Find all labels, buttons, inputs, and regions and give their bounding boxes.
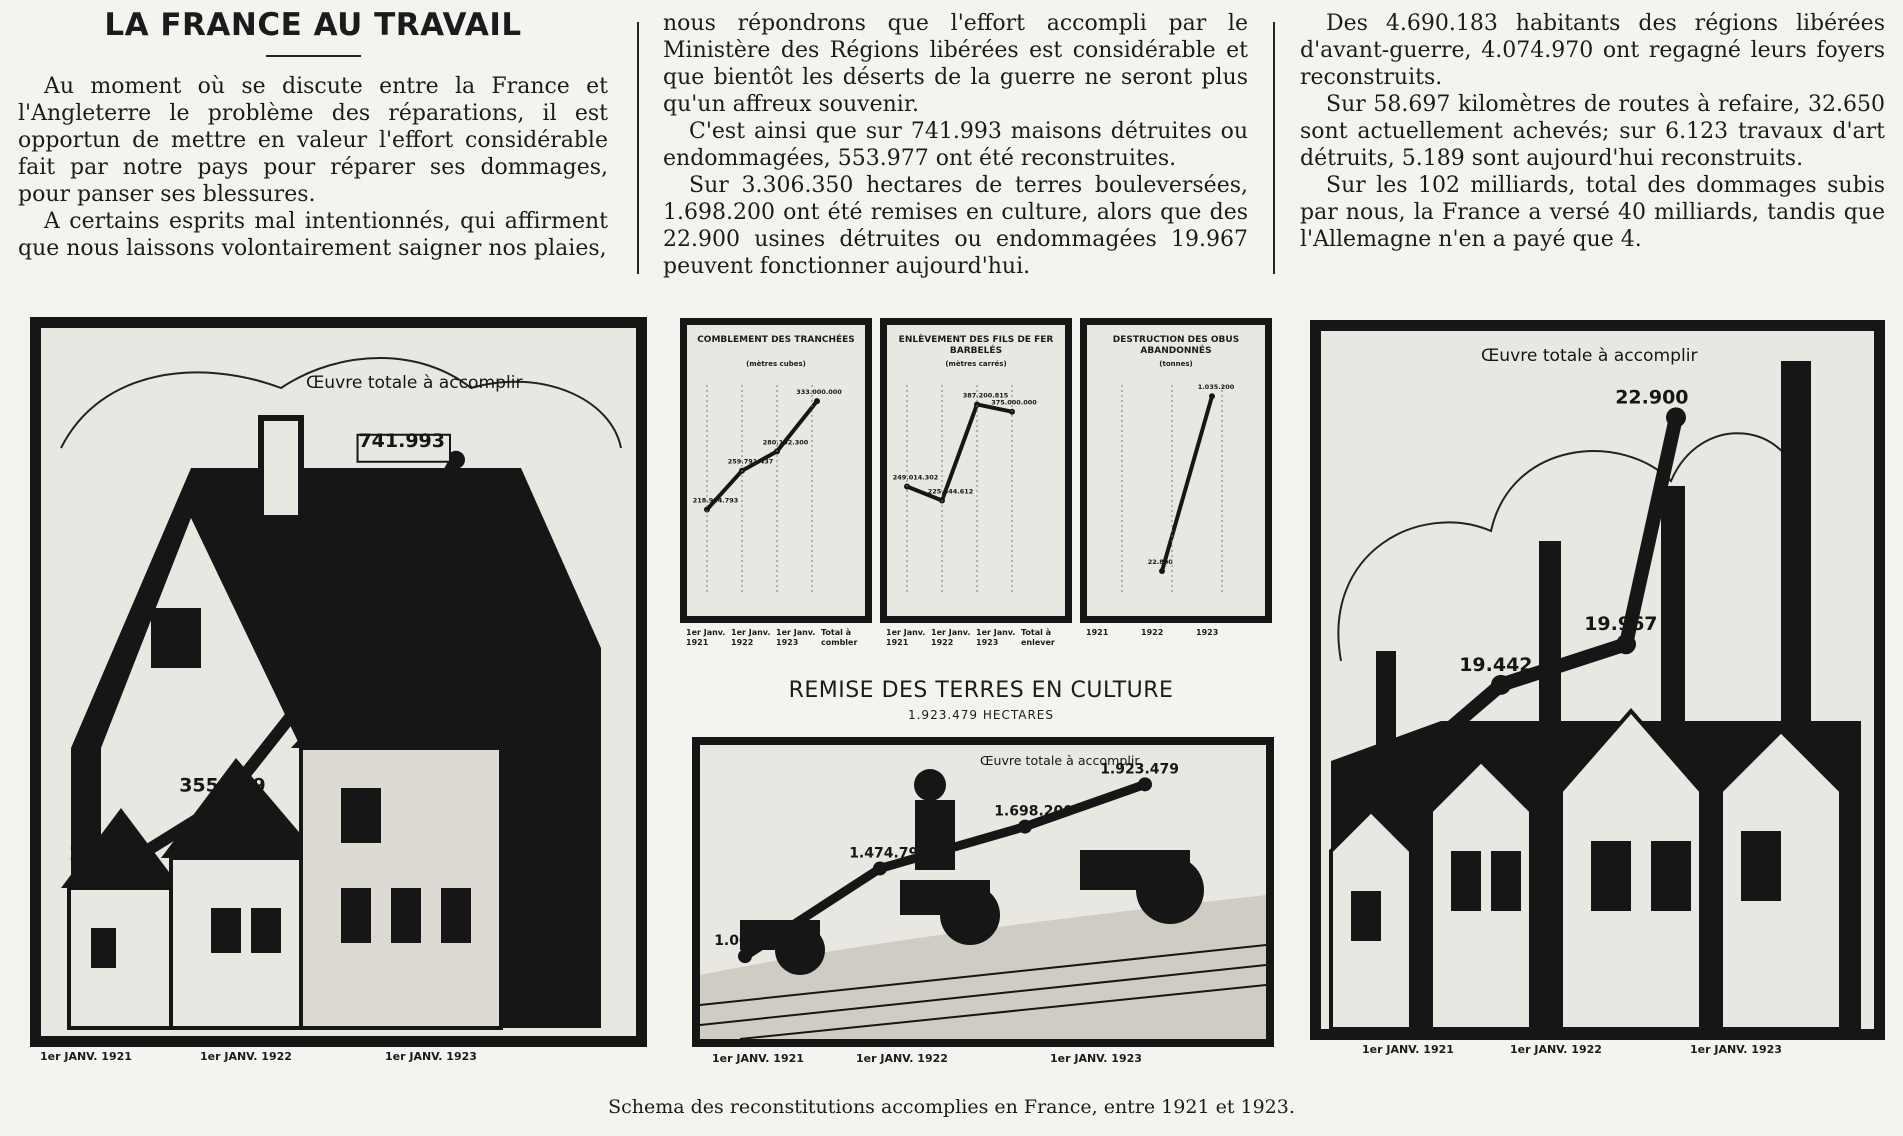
x-tick: Total à combler	[821, 628, 858, 647]
x-tick: 1er Janv. 1922	[731, 628, 771, 647]
data-point	[1209, 393, 1215, 399]
data-label: 19.442	[1459, 653, 1533, 676]
x-tick: 1er JANV. 1921	[40, 1050, 132, 1063]
x-tick: 1er Janv. 1922	[931, 628, 971, 647]
data-point	[1369, 779, 1389, 799]
houses-chart	[30, 317, 647, 1047]
data-label: 1.923.479	[1100, 761, 1180, 778]
x-tick: 1er JANV. 1921	[1362, 1043, 1454, 1056]
data-point	[352, 619, 370, 637]
data-point	[212, 796, 230, 814]
series-line	[745, 784, 1145, 956]
x-tick: 1922	[1141, 628, 1164, 637]
series-line	[111, 460, 456, 873]
series-line	[1379, 417, 1676, 789]
culture-chart	[692, 737, 1274, 1047]
data-label: 280.102.300	[762, 438, 809, 447]
data-point	[1018, 820, 1032, 834]
paragraph: Des 4.690.183 habitants des régions libérées d'avant-guerre, 4.074.970 ont regagné leurs foyers reconstruits.	[1300, 11, 1885, 90]
panel-unit: (mètres cubes)	[746, 360, 806, 368]
data-label: 22.900	[1615, 386, 1689, 409]
chart-annotation: Œuvre totale à accomplir	[1481, 346, 1698, 366]
title-rule	[266, 55, 361, 57]
x-tick: 1er Janv. 1921	[886, 628, 926, 647]
data-point	[1491, 675, 1511, 695]
data-label: 375.000.000	[991, 398, 1037, 407]
x-tick: 1921	[1086, 628, 1109, 637]
chart-annotation: Œuvre totale à accomplir	[306, 373, 523, 393]
x-tick: 1923	[1196, 628, 1219, 637]
data-point	[814, 398, 820, 404]
x-tick: 1er JANV. 1923	[385, 1050, 477, 1063]
data-point	[1138, 777, 1152, 791]
shells-chart	[1080, 318, 1272, 623]
x-tick: Total à enlever	[1021, 628, 1055, 647]
paragraph: Au moment où se discute entre la France et l'Angleterre le problème des réparations, il est opportun de mettre en valeur l'effort considérable fait par notre pays pour réparer ses dommages, pour panser ses blessures.	[18, 74, 608, 207]
article-column-1	[18, 7, 608, 262]
data-label: 278.834	[69, 843, 156, 866]
chart-annotation: Œuvre totale à accomplir	[980, 753, 1140, 768]
panel-title: DESTRUCTION DES OBUS ABANDONNÉS	[1112, 335, 1240, 356]
data-label: 225.544.612	[927, 487, 974, 496]
shells-line-chart	[1087, 325, 1265, 616]
section-title: REMISE DES TERRES EN CULTURE	[788, 678, 1174, 703]
data-label: 1.698.200	[994, 803, 1074, 820]
data-label: 218.934.793	[692, 496, 739, 505]
data-label: 333.000.000	[796, 388, 842, 397]
data-point	[1159, 568, 1165, 574]
panel-title: ENLÈVEMENT DES FILS DE FER BARBELÉS	[898, 335, 1054, 356]
data-label: 553.977	[319, 597, 406, 620]
data-label: 18.091	[1337, 758, 1411, 781]
x-tick: 1er JANV. 1922	[856, 1052, 948, 1065]
houses-line-chart	[41, 328, 636, 1036]
data-label: 249.014.302	[892, 473, 939, 482]
x-tick: 1er JANV. 1921	[712, 1052, 804, 1065]
column-divider	[637, 22, 639, 274]
data-point	[873, 861, 887, 875]
data-point	[1616, 634, 1636, 654]
trenches-line-chart	[687, 325, 865, 616]
barbed-wire-chart	[880, 318, 1072, 623]
x-tick: 1er Janv. 1923	[776, 628, 816, 647]
x-tick: 1er JANV. 1923	[1690, 1043, 1782, 1056]
series-line	[1162, 396, 1212, 571]
paragraph: Sur 3.306.350 hectares de terres bouleversées, 1.698.200 ont été remises en culture, alors que des 22.900 usines détruites ou endommagées 19.967 peuvent fonctionner aujourd'hui.	[663, 173, 1248, 279]
x-tick: 1er JANV. 1922	[200, 1050, 292, 1063]
panel-unit: (tonnes)	[1159, 360, 1193, 368]
column-divider	[1273, 22, 1275, 274]
section-subtitle: 1.923.479 HECTARES	[907, 708, 1054, 722]
panel-title: COMBLEMENT DES TRANCHÉES	[697, 335, 855, 345]
figure-caption: Schema des reconstitutions accomplies en France, entre 1921 et 1923.	[608, 1096, 1295, 1118]
data-label: 19.967	[1584, 613, 1658, 636]
factories-line-chart	[1321, 331, 1874, 1029]
culture-line-chart	[700, 745, 1266, 1039]
data-label: 387.200.815	[962, 391, 1009, 400]
data-label: 1.474.796	[849, 845, 929, 862]
data-label: 355.479	[179, 774, 266, 797]
data-point	[738, 949, 752, 963]
data-label: 22.800	[1147, 558, 1173, 567]
paragraph: Sur les 102 milliards, total des dommages subis par nous, la France a versé 40 milliards, tandis que l'Allemagne n'en a payé que 4.	[1300, 173, 1885, 252]
x-tick: 1er Janv. 1923	[976, 628, 1016, 647]
series-line	[907, 404, 1012, 500]
article-column-3	[1300, 10, 1885, 253]
series-line	[707, 401, 817, 509]
article-column-2	[663, 10, 1248, 280]
x-tick: 1er Janv. 1921	[686, 628, 726, 647]
data-label: 741.993	[358, 429, 445, 452]
data-point	[102, 864, 120, 882]
paragraph: A certains esprits mal intentionnés, qui affirment que nous laissons volontairement saigner nos plaies,	[18, 209, 608, 261]
data-label: 1.035.200	[1197, 383, 1235, 392]
paragraph: nous répondrons que l'effort accompli par le Ministère des Régions libérées est considérable et que bientôt les déserts de la guerre ne seront plus qu'un affreux souvenir.	[663, 11, 1248, 117]
article-title: LA FRANCE AU TRAVAIL	[104, 7, 522, 43]
x-tick: 1er JANV. 1922	[1510, 1043, 1602, 1056]
x-tick: 1er JANV. 1923	[1050, 1052, 1142, 1065]
paragraph: C'est ainsi que sur 741.993 maisons détruites ou endommagées, 553.977 ont été reconstruites.	[663, 119, 1248, 171]
factories-chart	[1310, 320, 1885, 1040]
data-label: 259.791.437	[727, 457, 774, 466]
panel-unit: (mètres carrés)	[945, 360, 1007, 368]
data-label: 1.007.240	[714, 933, 794, 950]
data-point	[1666, 407, 1686, 427]
paragraph: Sur 58.697 kilomètres de routes à refaire, 32.650 sont actuellement achevés; sur 6.123 travaux d'art détruits, 5.189 sont aujourd'hui reconstruits.	[1300, 92, 1885, 171]
trenches-chart	[680, 318, 872, 623]
barbed-wire-line-chart	[887, 325, 1065, 616]
